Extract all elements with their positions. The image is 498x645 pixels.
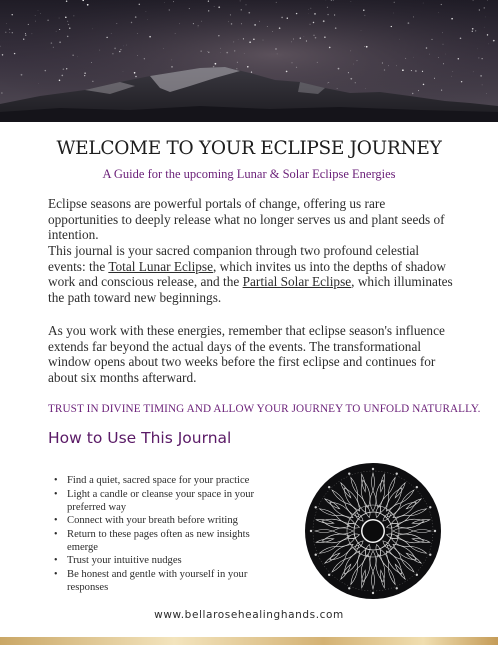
list-item — [52, 514, 277, 527]
events-paragraph — [48, 243, 458, 305]
list-item — [52, 488, 277, 514]
eclipse-mandala-image — [305, 463, 441, 599]
list-item — [52, 528, 277, 554]
total-lunar-eclipse-link[interactable]: Total Lunar Eclipse — [108, 258, 213, 274]
gold-footer-bar — [0, 637, 498, 645]
bullet-icon: • — [54, 515, 58, 526]
partial-solar-eclipse-link[interactable]: Partial Solar Eclipse — [242, 274, 352, 290]
events-text-part: , which invites us into the depths of shadow work and conscious release, and the — [48, 258, 447, 290]
timing-paragraph: As you work with these energies, remember that eclipse season's influence extends far beyond the actual days of the events. The transformational window opens about two weeks before the first eclipse and continues for about six months afterward. — [48, 323, 445, 385]
hero-night-sky-image — [0, 0, 498, 122]
list-item — [52, 554, 277, 567]
events-text-part: , which illuminates the path toward new beginnings. — [48, 274, 453, 305]
how-to-use-heading: How to Use This Journal — [48, 429, 232, 447]
website-url[interactable]: www.bellarosehealinghands.com — [154, 609, 344, 621]
list-item — [52, 568, 277, 594]
bullet-icon: • — [54, 528, 58, 540]
list-item — [52, 474, 277, 487]
page-title: WELCOME TO YOUR ECLIPSE JOURNEY — [56, 138, 442, 159]
bullet-icon: • — [54, 475, 58, 486]
list-item-text: Find a quiet, sacred space for your practice — [67, 475, 250, 486]
list-item-text: Trust your intuitive nudges — [67, 555, 182, 566]
list-item-text: Connect with your breath before writing — [67, 515, 238, 526]
page-subtitle: A Guide for the upcoming Lunar & Solar Eclipse Energies — [102, 167, 396, 181]
bullet-icon: • — [54, 555, 58, 566]
bullet-icon: • — [54, 488, 58, 500]
intro-paragraph: Eclipse seasons are powerful portals of change, offering us rare opportunities to deeply release what no longer serves us and plant seeds of intention. — [48, 196, 445, 243]
list-item-text: Return to these pages often as new insights emerge — [67, 528, 250, 553]
list-item-text: Light a candle or cleanse your space in your preferred way — [67, 488, 255, 513]
affirmation-text: TRUST IN DIVINE TIMING AND ALLOW YOUR JOURNEY TO UNFOLD NATURALLY. — [48, 403, 481, 415]
bullet-icon: • — [54, 568, 58, 580]
tips-list — [52, 474, 277, 594]
events-text-part: This journal is your sacred companion through two profound celestial events: the — [48, 243, 420, 274]
list-item-text: Be honest and gentle with yourself in your responses — [67, 568, 248, 593]
